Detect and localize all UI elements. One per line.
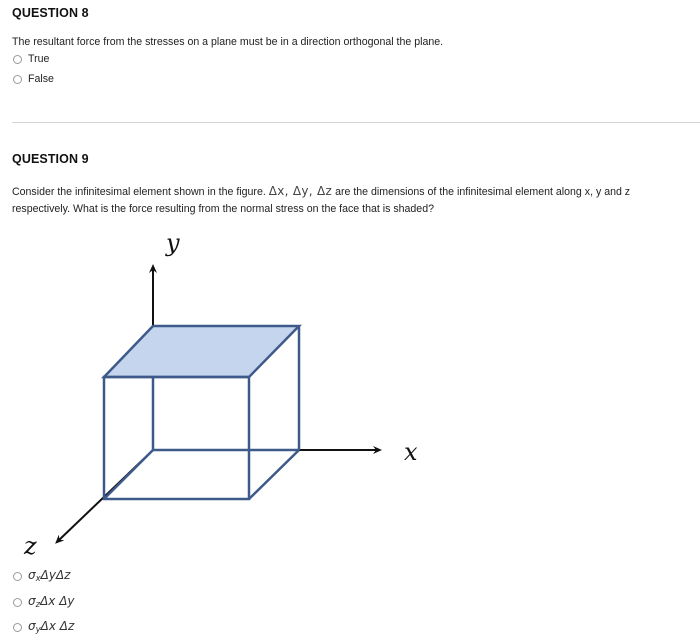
option-sigma-y[interactable] xyxy=(13,619,74,635)
y-axis-label: y xyxy=(166,229,180,257)
option-false[interactable] xyxy=(13,73,54,85)
sigma-symbol: σ xyxy=(28,619,36,633)
z-axis xyxy=(58,450,153,541)
sigma-subscript: y xyxy=(35,625,41,635)
question-9-text xyxy=(12,183,696,218)
radio-button[interactable] xyxy=(13,572,22,581)
formula-rest: Δx Δy xyxy=(40,594,75,608)
question-9-text-part3: respectively. What is the force resulting from the normal stress on the face that is shaded? xyxy=(12,203,434,215)
option-formula xyxy=(28,568,70,584)
dimensions-math: Δx, Δy, Δz xyxy=(268,184,333,198)
question-9-title: QUESTION 9 xyxy=(12,152,89,166)
radio-button[interactable] xyxy=(13,55,22,64)
option-true[interactable] xyxy=(13,53,49,65)
x-axis-label: x xyxy=(404,438,418,466)
question-8-text: The resultant force from the stresses on a plane must be in a direction orthogonal the plane. xyxy=(12,36,444,48)
sigma-symbol: σ xyxy=(28,568,36,582)
cube-front-face xyxy=(104,377,249,499)
option-sigma-x[interactable] xyxy=(13,568,70,584)
option-formula xyxy=(28,619,74,635)
radio-button[interactable] xyxy=(13,623,22,632)
sigma-symbol: σ xyxy=(28,594,36,608)
radio-button[interactable] xyxy=(13,75,22,84)
cube-bottom-right-depth-edge xyxy=(249,450,299,499)
question-9-text-part2: are the dimensions of the infinitesimal element along x, y and z xyxy=(332,186,631,198)
option-sigma-z[interactable] xyxy=(13,594,75,610)
sigma-subscript: x xyxy=(35,574,41,584)
sigma-subscript: z xyxy=(35,600,41,610)
option-label: True xyxy=(28,53,50,65)
formula-rest: Δx Δz xyxy=(40,619,75,633)
option-formula xyxy=(28,594,75,610)
option-label: False xyxy=(28,73,54,85)
question-9-text-part1: Consider the infinitesimal element shown in the figure. xyxy=(12,186,269,198)
shaded-top-face xyxy=(104,326,299,377)
z-axis-label: z xyxy=(24,532,37,560)
formula-rest: ΔyΔz xyxy=(40,568,71,582)
question-divider xyxy=(12,122,700,123)
radio-button[interactable] xyxy=(13,598,22,607)
cube-bottom-left-depth-edge xyxy=(104,450,153,499)
question-8-title: QUESTION 8 xyxy=(12,6,89,20)
